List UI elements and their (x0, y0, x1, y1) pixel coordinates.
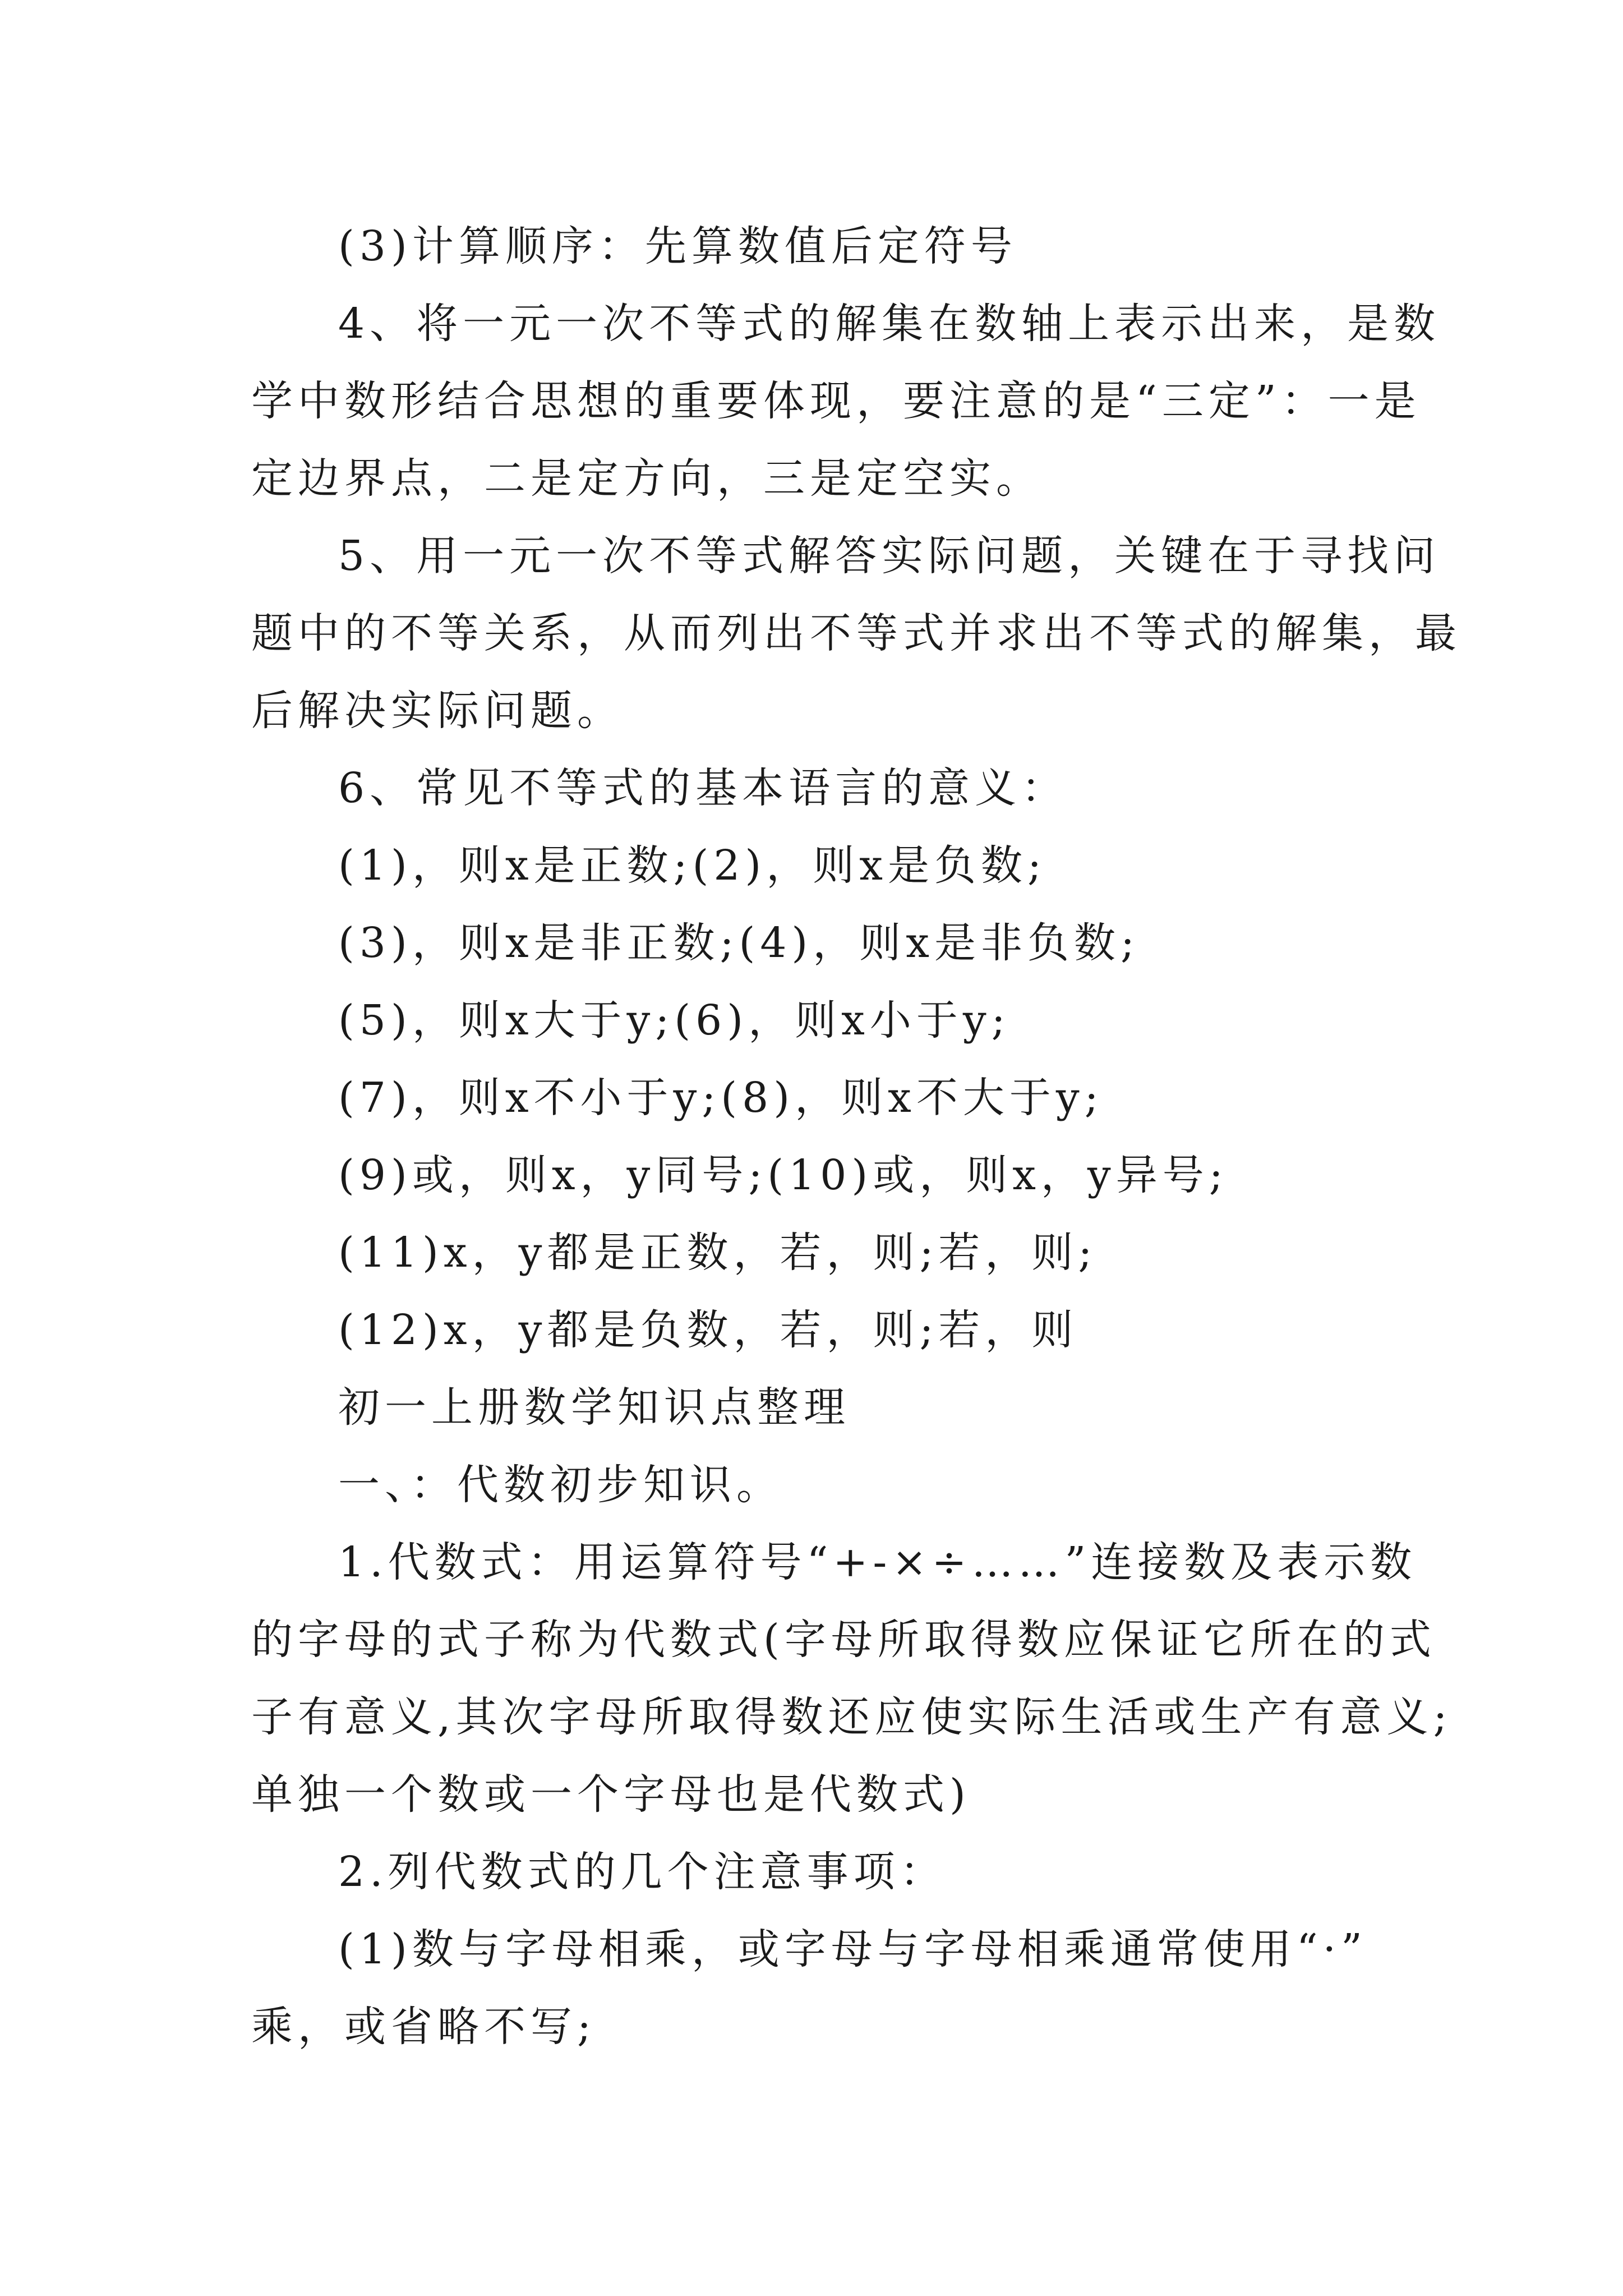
section-heading (251, 1369, 1378, 1446)
paragraph-continuation (251, 1601, 1436, 1678)
text-line: 5、用一元一次不等式解答实际问题，关键在于寻找问 (338, 532, 1441, 580)
text-line: 1.代数式：用运算符号“+-×÷……”连接数及表示数 (338, 1538, 1417, 1586)
paragraph (251, 904, 1378, 982)
text-line: (1)数与字母相乘，或字母与字母相乘通常使用“·” (338, 1925, 1368, 1973)
paragraph-continuation (251, 672, 1378, 749)
text-line: 一、：代数初步知识。 (338, 1461, 783, 1509)
paragraph (251, 827, 1378, 904)
paragraph (251, 517, 1441, 595)
text-line: (9)或，则x，y同号;(10)或，则x，y异号; (338, 1151, 1228, 1199)
paragraph (251, 982, 1378, 1059)
paragraph (251, 1524, 1417, 1601)
subsection-heading (251, 1446, 1378, 1524)
text-line: (3)计算顺序：先算数值后定符号 (338, 222, 1017, 270)
paragraph (251, 1833, 1378, 1911)
text-line: (3)，则x是非正数;(4)，则x是非负数; (338, 919, 1140, 967)
paragraph (251, 1059, 1378, 1137)
paragraph-continuation (251, 1988, 1378, 2065)
paragraph (251, 285, 1441, 362)
text-line: 子有意义,其次字母所取得数还应使实际生活或生产有意义; (251, 1693, 1453, 1741)
paragraph (251, 1291, 1378, 1369)
paragraph-continuation (251, 595, 1461, 672)
paragraph (251, 208, 1378, 285)
text-line: 后解决实际问题。 (251, 687, 624, 735)
text-line: 的字母的式子称为代数式(字母所取得数应保证它所在的式 (251, 1616, 1436, 1664)
text-line: 4、将一元一次不等式的解集在数轴上表示出来，是数 (338, 300, 1441, 348)
text-line: (7)，则x不小于y;(8)，则x不大于y; (338, 1074, 1104, 1122)
text-line: 2.列代数式的几个注意事项： (338, 1848, 947, 1896)
text-line: 乘，或省略不写; (251, 2003, 596, 2051)
text-line: (11)x，y都是正数，若，则;若，则; (338, 1228, 1098, 1277)
text-line: 初一上册数学知识点整理 (338, 1383, 850, 1432)
paragraph-continuation (251, 440, 1378, 517)
text-line: (5)，则x大于y;(6)，则x小于y; (338, 996, 1011, 1045)
text-line: (1)，则x是正数;(2)，则x是负数; (338, 841, 1046, 890)
paragraph (251, 749, 1378, 827)
paragraph-continuation (251, 362, 1421, 440)
paragraph-continuation (251, 1756, 1378, 1833)
document-body (251, 208, 1461, 2065)
paragraph-continuation (251, 1678, 1453, 1756)
text-line: 单独一个数或一个字母也是代数式) (251, 1770, 971, 1819)
text-line: 题中的不等关系，从而列出不等式并求出不等式的解集，最 (251, 609, 1461, 657)
text-line: 学中数形结合思想的重要体现，要注意的是“三定”：一是 (251, 377, 1421, 425)
paragraph (251, 1214, 1378, 1291)
text-line: 定边界点，二是定方向，三是定空实。 (251, 454, 1043, 503)
text-line: 6、常见不等式的基本语言的意义： (338, 764, 1068, 812)
text-line: (12)x，y都是负数，若，则;若，则 (338, 1306, 1078, 1354)
paragraph (251, 1911, 1378, 1988)
paragraph (251, 1137, 1378, 1214)
